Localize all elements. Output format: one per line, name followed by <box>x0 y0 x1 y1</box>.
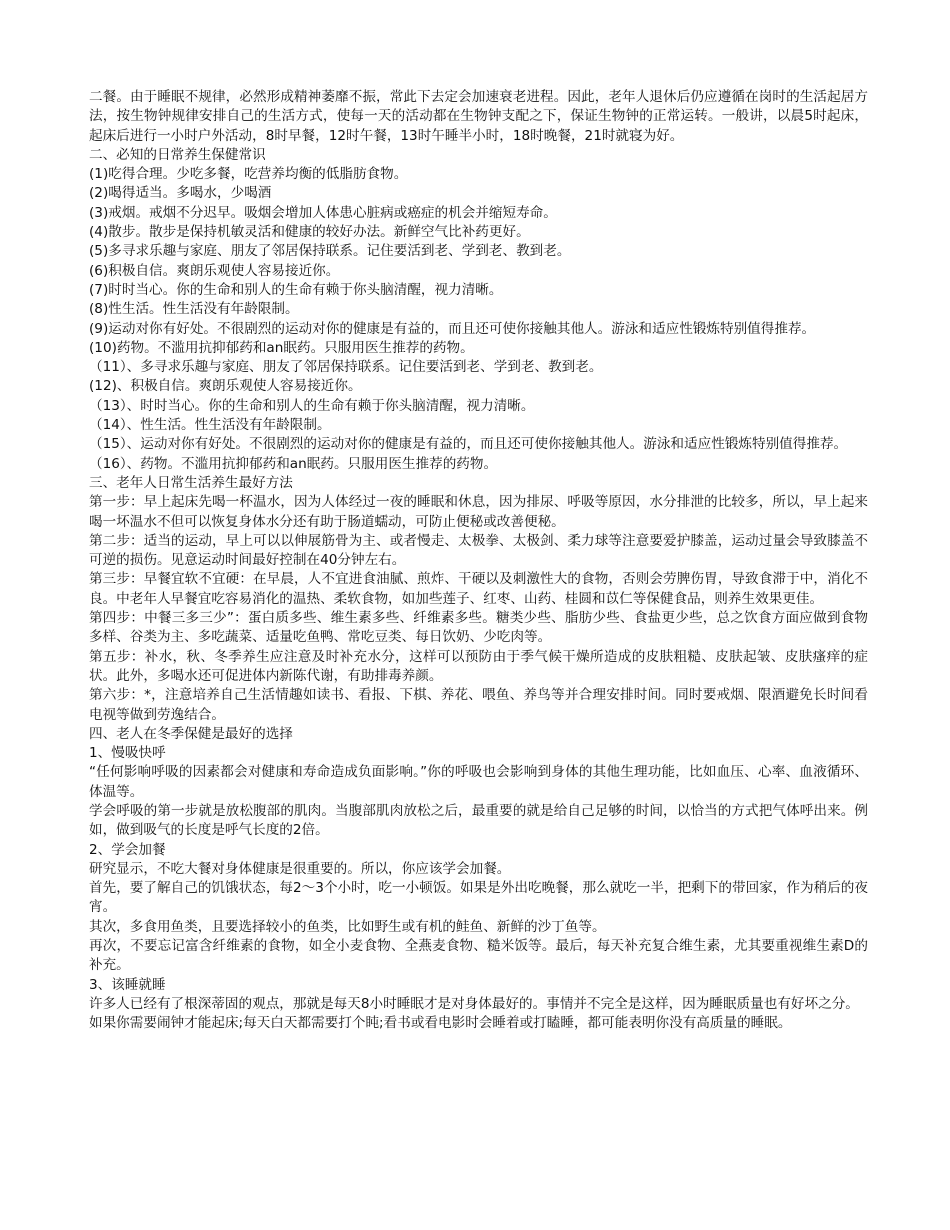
subheading-breathing: 1、慢吸快呼 <box>89 745 166 762</box>
tip-item-7: (7)时时当心。你的生命和别人的生命有赖于你头脑清醒，视力清晰。 <box>89 281 503 298</box>
step-2: 第二步：适当的运动，早上可以以伸展筋骨为主、或者慢走、太极拳、太极剑、柔力球等注意要爱护膝盖，运动过量会导致膝盖不可逆的损伤。见意运动时间最好控制在40分钟左右。 <box>89 532 868 569</box>
tip-item-13: （13）、时时当心。你的生命和别人的生命有赖于你头脑清醒，视力清晰。 <box>89 397 535 414</box>
paragraph-breathing-quote: “任何影响呼吸的因素都会对健康和寿命造成负面影响。”你的呼吸也会影响到身体的其他生理功能，比如血压、心率、血液循环、体温等。 <box>89 764 868 800</box>
subheading-snacks: 2、学会加餐 <box>89 841 166 858</box>
section-heading-daily-health: 二、必知的日常养生保健常识 <box>89 146 266 163</box>
step-5: 第五步：补水，秋、冬季养生应注意及时补充水分，这样可以预防由于季气候干燥所造成的皮肤粗糙、皮肤起皱、皮肤瘙痒的症状。此外，多喝水还可促进体内新陈代谢，有助排毒养颜。 <box>89 648 868 684</box>
step-4: 第四步：中餐三多三少”：蛋白质多些、维生素多些、纤维素多些。糖类少些、脂肪少些、食盐更少些，总之饮食方面应做到食物多样、谷类为主、多吃蔬菜、适量吃鱼鸭、常吃豆类、每日饮奶、少吃肉等。 <box>89 610 868 646</box>
step-3: 第三步：早餐宜软不宜硬：在早晨，人不宜进食油腻、煎炸、干硬以及刺激性大的食物，否则会劳脾伤胃，导致食滞于中，消化不良。中老年人早餐宜吃容易消化的温热、柔软食物，如加些莲子、红枣、山药、桂圆和苡仁等保健食品，则养生效果更佳。 <box>89 571 868 607</box>
tip-item-12: (12)、积极自信。爽朗乐观使人容易接近你。 <box>89 378 362 395</box>
tip-item-8: (8)性生活。性生活没有年龄限制。 <box>89 301 299 318</box>
tip-item-1: (1)吃得合理。少吃多餐，吃营养均衡的低脂肪食物。 <box>89 166 408 183</box>
tip-item-5: (5)多寻求乐趣与家庭、朋友了邻居保持联系。记住要活到老、学到老、教到老。 <box>89 243 571 260</box>
tip-item-6: (6)积极自信。爽朗乐观使人容易接近你。 <box>89 262 340 279</box>
paragraph-snacks-research: 研究显示，不吃大餐对身体健康是很重要的。所以，你应该学会加餐。 <box>89 860 511 877</box>
tip-item-11: （11）、多寻求乐趣与家庭、朋友了邻居保持联系。记住要活到老、学到老、教到老。 <box>89 359 603 376</box>
paragraph-sleep-belief: 许多人已经有了根深蒂固的观点，那就是每天8小时睡眠才是对身体最好的。事情并不完全是这样，因为睡眠质量也有好坏之分。 <box>89 995 859 1012</box>
step-1: 第一步：早上起床先喝一杯温水，因为人体经过一夜的睡眠和休息，因为排尿、呼吸等原因，水分排泄的比较多，所以，早上起来喝一坏温水不但可以恢复身体水分还有助于肠道蠕动，可防止便秘或改善便秘。 <box>89 494 868 530</box>
tip-item-15: （15）、运动对你有好处。不很剧烈的运动对你的健康是有益的，而且还可使你接触其他人。游泳和适应性锻炼特别值得推荐。 <box>89 436 848 453</box>
subheading-sleep: 3、该睡就睡 <box>89 976 166 993</box>
paragraph-snacks-first: 首先，要了解自己的饥饿状态，每2～3个小时，吃一小顿饭。如果是外出吃晚餐，那么就吃一半，把剩下的带回家，作为稍后的夜宵。 <box>89 880 868 916</box>
paragraph-snacks-second: 其次，多食用鱼类，且要选择较小的鱼类，比如野生或有机的鲑鱼、新鲜的沙丁鱼等。 <box>89 918 606 935</box>
tip-item-4: (4)散步。散步是保持机敏灵活和健康的较好办法。新鲜空气比补药更好。 <box>89 224 530 241</box>
tip-item-14: （14）、性生活。性生活没有年龄限制。 <box>89 417 331 434</box>
tip-item-10: (10)药物。不滥用抗抑郁药和an眠药。只服用医生推荐的药物。 <box>89 339 474 356</box>
paragraph-snacks-third: 再次，不要忘记富含纤维素的食物，如全小麦食物、全燕麦食物、糙米饭等。最后，每天补充复合维生素，尤其要重视维生素D的补充。 <box>89 938 868 974</box>
step-6: 第六步：*，注意培养自己生活情趣如读书、看报、下棋、养花、喂鱼、养鸟等并合理安排时间。同时要戒烟、限酒避免长时间看电视等做到劳逸结合。 <box>89 687 868 723</box>
tip-item-9: (9)运动对你有好处。不很剧烈的运动对你的健康是有益的，而且还可使你接触其他人。游泳和适应性锻炼特别值得推荐。 <box>89 320 816 337</box>
tip-item-16: （16）、药物。不滥用抗抑郁药和an眠药。只服用医生推荐的药物。 <box>89 455 498 472</box>
section-heading-daily-methods: 三、老年人日常生活养生最好方法 <box>89 474 293 491</box>
section-heading-winter-care: 四、老人在冬季保健是最好的选择 <box>89 725 293 742</box>
tip-item-3: (3)戒烟。戒烟不分迟早。吸烟会增加人体患心脏病或癌症的机会并缩短寿命。 <box>89 204 557 221</box>
tip-item-2: (2)喝得适当。多喝水，少喝酒 <box>89 185 272 202</box>
paragraph-sleep-signs: 如果你需要闹钟才能起床;每天白天都需要打个盹;看书或看电影时会睡着或打瞌睡，都可能表明你没有高质量的睡眠。 <box>89 1015 792 1032</box>
paragraph-breathing-steps: 学会呼吸的第一步就是放松腹部的肌肉。当腹部肌肉放松之后，最重要的就是给自己足够的时间，以恰当的方式把气体呼出来。例如，做到吸气的长度是呼气长度的2倍。 <box>89 802 868 839</box>
paragraph-schedule: 二餐。由于睡眠不规律，必然形成精神萎靡不振，常此下去定会加速衰老进程。因此，老年人退休后仍应遵循在岗时的生活起居方法，按生物钟规律安排自己的生活方式，使每一天的活动都在生物钟支配之下，保证生物钟的正常运转。一般讲，以晨5时起床，起床后进行一小时户外活动，8时早餐，12时午餐，13时午睡半小时，18时晚餐，21时就寝为好。 <box>89 89 868 144</box>
